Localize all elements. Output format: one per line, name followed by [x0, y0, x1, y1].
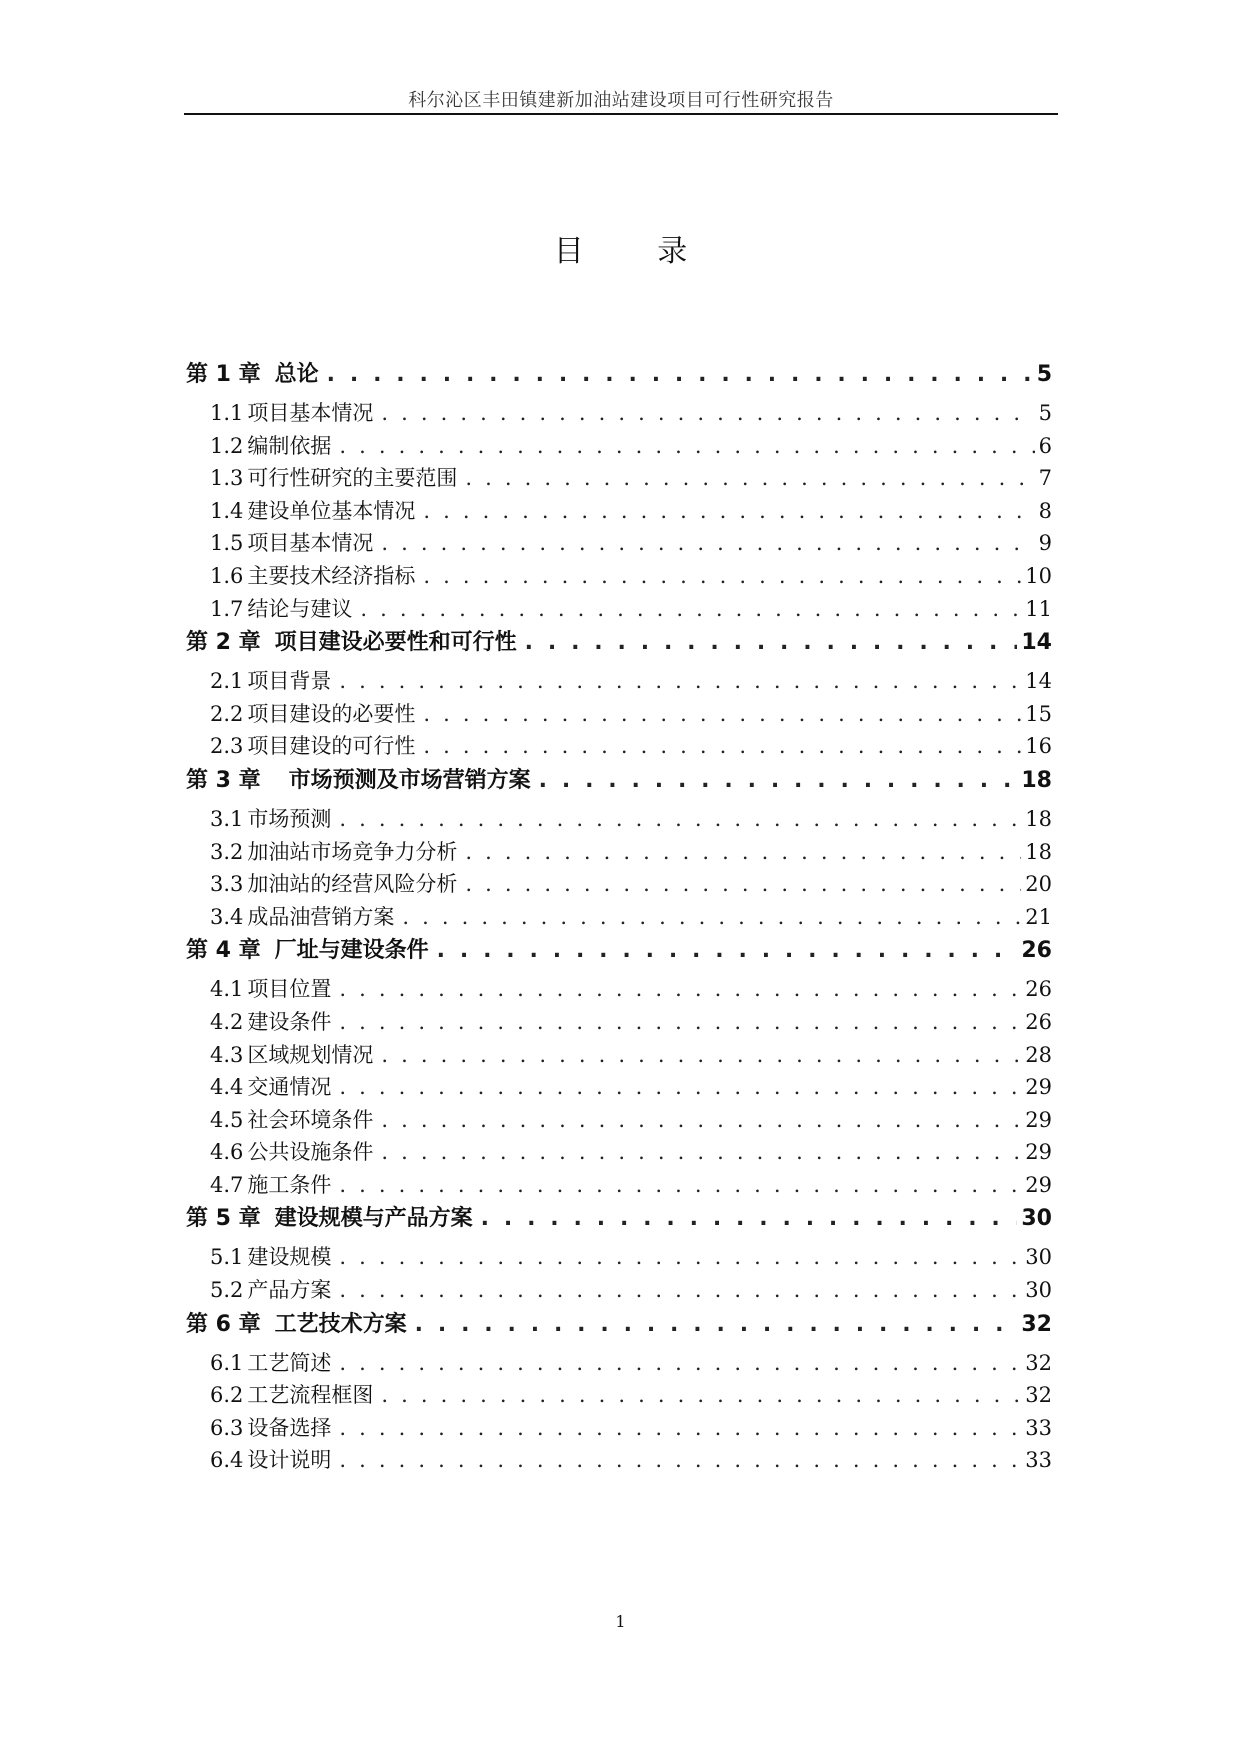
toc-section-entry[interactable] — [186, 1071, 1052, 1104]
chapter-number: 第 3 章 — [186, 767, 261, 793]
toc-section-entry[interactable] — [186, 1039, 1052, 1072]
toc-section-entry[interactable] — [186, 698, 1052, 731]
toc-section-entry[interactable] — [186, 803, 1052, 836]
toc-section-entry[interactable] — [186, 593, 1052, 626]
section-title: 交通情况 — [247, 1075, 332, 1100]
page-ref: 32 — [1025, 1383, 1052, 1408]
chapter-title: 工艺技术方案 — [274, 1311, 407, 1337]
dot-leader — [465, 466, 1034, 490]
page-ref: 18 — [1021, 767, 1052, 793]
toc-section-entry[interactable] — [186, 397, 1052, 430]
toc-chapter-6 — [186, 1307, 1052, 1477]
dot-leader — [339, 1075, 1021, 1099]
page-ref: 32 — [1021, 1311, 1052, 1337]
toc-section-entry[interactable] — [186, 665, 1052, 698]
dot-leader — [381, 1383, 1021, 1407]
page-ref: 6 — [1038, 433, 1052, 458]
toc-section-entry[interactable] — [186, 1241, 1052, 1274]
section-number: 6.2 — [210, 1383, 244, 1408]
page-ref: 7 — [1038, 466, 1052, 491]
header-rule — [184, 113, 1058, 115]
dot-leader — [539, 768, 1018, 793]
section-title: 设计说明 — [247, 1448, 332, 1473]
section-title: 主要技术经济指标 — [247, 563, 416, 588]
section-number: 4.5 — [210, 1107, 244, 1132]
section-number: 2.3 — [210, 734, 244, 759]
dot-leader — [339, 807, 1021, 831]
section-number: 1.3 — [210, 466, 244, 491]
section-number: 4.3 — [210, 1042, 244, 1067]
page-ref: 18 — [1025, 839, 1052, 864]
chapter-number: 第 6 章 — [186, 1311, 261, 1337]
section-title: 建设单位基本情况 — [247, 498, 416, 523]
page-ref: 29 — [1025, 1140, 1052, 1165]
section-number: 5.1 — [210, 1245, 244, 1270]
section-title: 产品方案 — [247, 1278, 332, 1303]
dot-leader — [381, 1140, 1021, 1164]
chapter-title: 厂址与建设条件 — [274, 938, 429, 964]
toc-section-entry[interactable] — [186, 1136, 1052, 1169]
page-ref: 33 — [1025, 1415, 1052, 1440]
dot-leader — [381, 1108, 1021, 1132]
toc-section-entry[interactable] — [186, 1379, 1052, 1412]
dot-leader — [402, 905, 1021, 929]
section-title: 工艺简述 — [247, 1350, 332, 1375]
dot-leader — [423, 499, 1034, 523]
page-ref: 30 — [1021, 1206, 1052, 1232]
section-title: 项目基本情况 — [247, 531, 374, 556]
toc-chapter-entry[interactable] — [186, 933, 1052, 969]
dot-leader — [437, 938, 1018, 963]
toc-chapter-4 — [186, 933, 1052, 1201]
toc-chapter-entry[interactable] — [186, 763, 1052, 799]
page-ref: 21 — [1025, 904, 1052, 929]
section-title: 项目位置 — [247, 977, 332, 1002]
toc-section-entry[interactable] — [186, 1412, 1052, 1445]
section-title: 项目背景 — [247, 669, 332, 694]
dot-leader — [339, 1416, 1021, 1440]
section-number: 1.1 — [210, 401, 244, 425]
toc-section-entry[interactable] — [186, 836, 1052, 869]
dot-leader — [525, 630, 1018, 655]
dot-leader — [465, 872, 1021, 896]
section-title: 公共设施条件 — [247, 1140, 374, 1165]
dot-leader — [415, 1312, 1018, 1337]
section-title: 工艺流程框图 — [247, 1383, 374, 1408]
dot-leader — [381, 1043, 1021, 1067]
running-header: 科尔沁区丰田镇建新加油站建设项目可行性研究报告 — [408, 90, 834, 111]
dot-leader — [339, 1173, 1021, 1197]
section-number: 1.7 — [210, 596, 244, 621]
section-title: 市场预测 — [247, 806, 332, 831]
section-title: 可行性研究的主要范围 — [247, 466, 458, 491]
toc-section-entry[interactable] — [186, 973, 1052, 1006]
page-ref: 15 — [1025, 701, 1052, 726]
dot-leader — [423, 702, 1021, 726]
section-title: 施工条件 — [247, 1172, 332, 1197]
section-title: 社会环境条件 — [247, 1107, 374, 1132]
section-number: 4.7 — [210, 1172, 244, 1197]
page-ref: 30 — [1025, 1245, 1052, 1270]
section-number: 4.1 — [210, 977, 244, 1002]
dot-leader — [339, 434, 1034, 458]
toc-section-entry[interactable] — [186, 1104, 1052, 1137]
page-ref: 32 — [1025, 1350, 1052, 1375]
dot-leader — [339, 977, 1021, 1001]
toc-chapter-entry[interactable] — [186, 625, 1052, 661]
toc-section-entry[interactable] — [186, 868, 1052, 901]
page-ref: 30 — [1025, 1278, 1052, 1303]
page-ref: 20 — [1025, 872, 1052, 897]
dot-leader — [339, 1245, 1021, 1269]
page-ref: 28 — [1025, 1042, 1052, 1067]
dot-leader — [339, 1278, 1021, 1302]
chapter-number: 第 4 章 — [186, 938, 261, 964]
section-number: 2.1 — [210, 669, 244, 694]
toc-chapter-2 — [186, 625, 1052, 763]
toc-section-entry[interactable] — [186, 901, 1052, 934]
section-title: 项目基本情况 — [247, 401, 374, 425]
section-title: 项目建设的可行性 — [247, 734, 416, 759]
toc-chapter-3 — [186, 763, 1052, 933]
page-ref: 9 — [1038, 531, 1052, 556]
footer-page-number: 1 — [615, 1612, 626, 1631]
section-number: 4.2 — [210, 1009, 244, 1034]
page-ref: 14 — [1021, 630, 1052, 656]
section-title: 建设条件 — [247, 1009, 332, 1034]
toc-chapter-entry[interactable] — [186, 1201, 1052, 1237]
toc-section-entry[interactable] — [186, 462, 1052, 495]
toc-section-entry[interactable] — [186, 730, 1052, 763]
section-number: 2.2 — [210, 701, 244, 726]
dot-leader — [465, 840, 1021, 864]
page-ref: 33 — [1025, 1448, 1052, 1473]
page-ref: 10 — [1025, 563, 1052, 588]
toc-section-entry[interactable] — [186, 560, 1052, 593]
dot-leader — [381, 401, 1034, 425]
section-number: 3.3 — [210, 872, 244, 897]
section-title: 建设规模 — [247, 1245, 332, 1270]
toc-section-entry[interactable] — [186, 1169, 1052, 1202]
section-number: 6.1 — [210, 1350, 244, 1375]
section-title: 成品油营销方案 — [247, 904, 395, 929]
dot-leader — [423, 564, 1021, 588]
section-number: 4.4 — [210, 1075, 244, 1100]
page-ref: 26 — [1025, 1009, 1052, 1034]
page-ref: 14 — [1025, 669, 1052, 694]
table-of-contents — [186, 357, 1052, 1477]
toc-section-entry[interactable] — [186, 1274, 1052, 1307]
page-ref: 5 — [1036, 362, 1052, 387]
section-number: 3.2 — [210, 839, 244, 864]
toc-section-entry[interactable] — [186, 1006, 1052, 1039]
section-number: 1.4 — [210, 498, 244, 523]
dot-leader — [339, 669, 1021, 693]
section-title: 加油站的经营风险分析 — [247, 872, 458, 897]
toc-section-entry[interactable] — [186, 1347, 1052, 1380]
section-title: 编制依据 — [247, 433, 332, 458]
dot-leader — [339, 1351, 1021, 1375]
section-title: 区域规划情况 — [247, 1042, 374, 1067]
page-ref: 29 — [1025, 1075, 1052, 1100]
chapter-number: 第 1 章 — [186, 362, 261, 387]
chapter-number: 第 5 章 — [186, 1206, 261, 1232]
section-number: 4.6 — [210, 1140, 244, 1165]
toc-title: 目 录 — [553, 234, 720, 269]
section-number: 3.1 — [210, 806, 244, 831]
page-ref: 8 — [1038, 498, 1052, 523]
chapter-title: 建设规模与产品方案 — [274, 1206, 473, 1232]
dot-leader — [339, 1010, 1021, 1034]
dot-leader — [481, 1206, 1018, 1231]
page-ref: 18 — [1025, 806, 1052, 831]
chapter-number: 第 2 章 — [186, 630, 261, 656]
dot-leader — [360, 597, 1021, 621]
page-ref: 29 — [1025, 1107, 1052, 1132]
section-number: 1.6 — [210, 563, 244, 588]
section-title: 加油站市场竞争力分析 — [247, 839, 458, 864]
section-title: 设备选择 — [247, 1415, 332, 1440]
section-number: 1.5 — [210, 531, 244, 556]
section-number: 6.4 — [210, 1448, 244, 1473]
toc-section-entry[interactable] — [186, 527, 1052, 560]
page-ref: 29 — [1025, 1172, 1052, 1197]
section-title: 结论与建议 — [247, 596, 353, 621]
toc-chapter-entry[interactable] — [186, 1307, 1052, 1343]
page-ref: 26 — [1025, 977, 1052, 1002]
chapter-title: 市场预测及市场营销方案 — [288, 767, 531, 793]
chapter-title: 项目建设必要性和可行性 — [274, 630, 517, 656]
chapter-title: 总论 — [274, 362, 319, 387]
toc-section-entry[interactable] — [186, 1444, 1052, 1477]
toc-chapter-1 — [186, 357, 1052, 625]
section-title: 项目建设的必要性 — [247, 701, 416, 726]
page-ref: 16 — [1025, 734, 1052, 759]
section-number: 6.3 — [210, 1415, 244, 1440]
dot-leader — [327, 362, 1033, 387]
toc-chapter-entry[interactable] — [186, 357, 1052, 393]
page-ref: 26 — [1021, 938, 1052, 964]
toc-section-entry[interactable] — [186, 430, 1052, 463]
dot-leader — [381, 531, 1034, 555]
page-ref: 5 — [1038, 401, 1052, 425]
page-ref: 11 — [1025, 596, 1052, 621]
toc-chapter-5 — [186, 1201, 1052, 1306]
section-number: 5.2 — [210, 1278, 244, 1303]
dot-leader — [423, 734, 1021, 758]
section-number: 1.2 — [210, 433, 244, 458]
toc-section-entry[interactable] — [186, 495, 1052, 528]
section-number: 3.4 — [210, 904, 244, 929]
dot-leader — [339, 1448, 1021, 1472]
